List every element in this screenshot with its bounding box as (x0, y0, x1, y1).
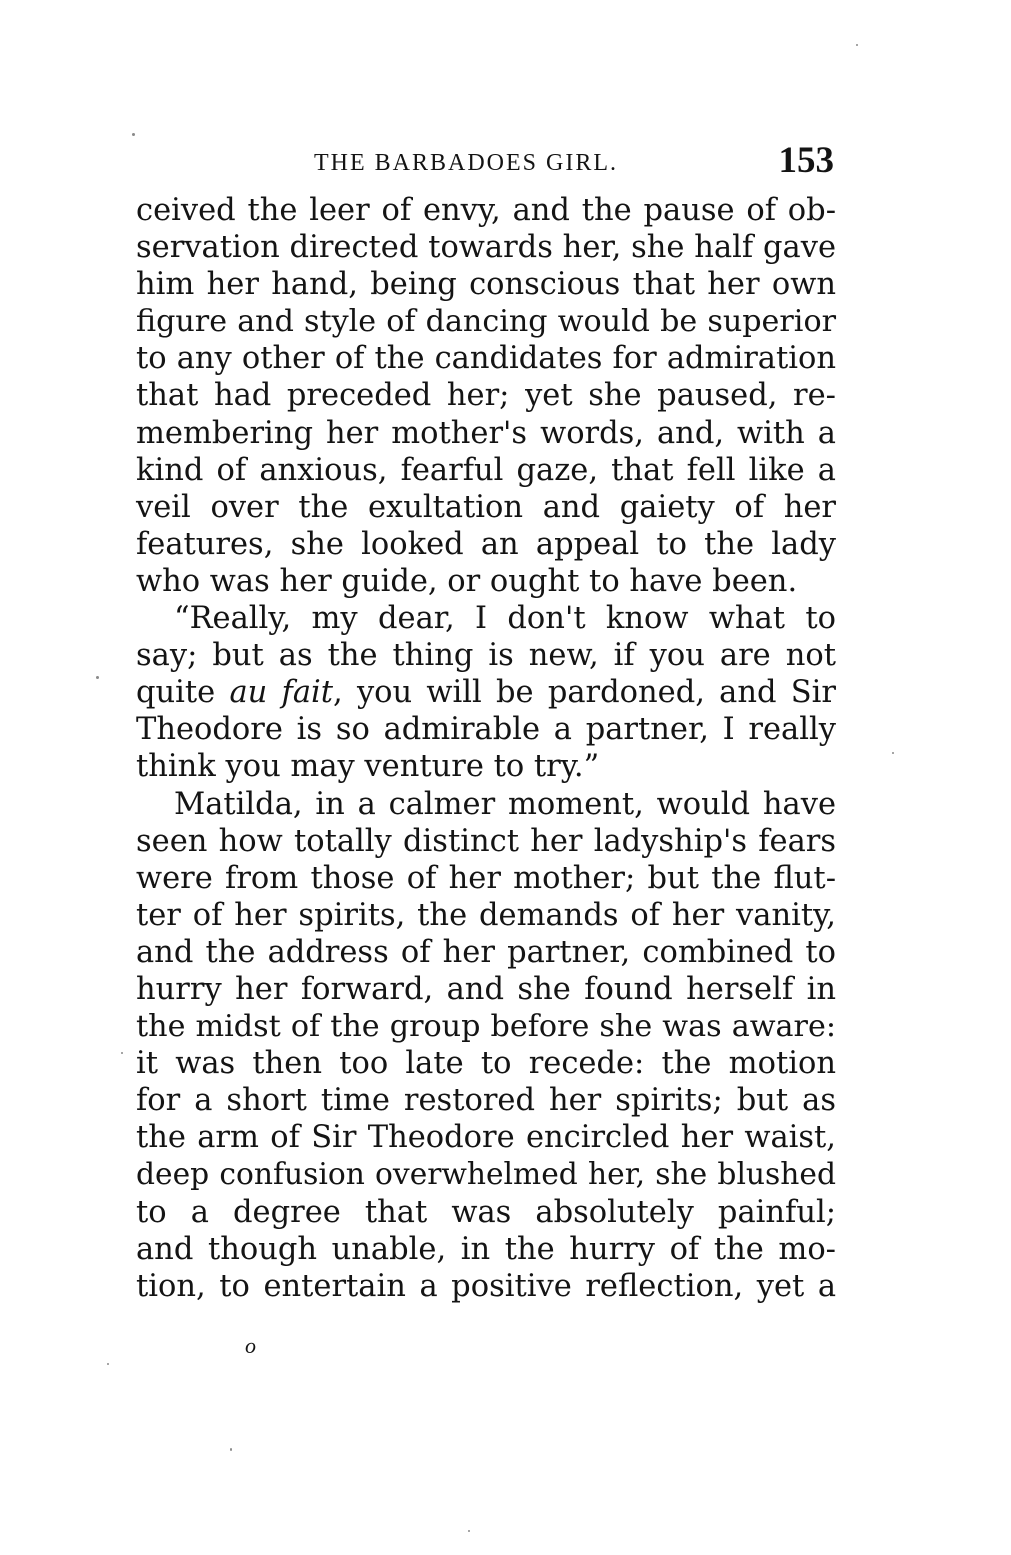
text-line: quite au fait, you will be pardoned, and Sir (136, 675, 836, 711)
text-line: him her hand, being conscious that her own (136, 267, 836, 303)
scan-speck (468, 1530, 470, 1532)
text-line: the midst of the group before she was aware: (136, 1009, 836, 1045)
body-text (136, 192, 836, 1305)
text-line: who was her guide, or ought to have been. (136, 563, 798, 599)
text-line: kind of anxious, fearful gaze, that fell like a (136, 452, 836, 488)
text-line: ter of her spirits, the demands of her vanity, (136, 897, 836, 933)
text-line: it was then too late to recede: the motion (136, 1046, 836, 1082)
text-line: to a degree that was absolutely painful; (136, 1194, 836, 1230)
page-number: 153 (778, 140, 834, 181)
text-line: to any other of the candidates for admiration (136, 341, 836, 377)
scan-speck (892, 752, 894, 754)
text-line: membering her mother's words, and, with a (136, 415, 836, 451)
text-line: veil over the exultation and gaiety of her (136, 489, 836, 525)
text-line: tion, to entertain a positive reflection, yet a (136, 1268, 836, 1304)
scan-speck (121, 1052, 123, 1054)
text-line: deep confusion overwhelmed her, she blushed (136, 1157, 836, 1193)
text-line: Matilda, in a calmer moment, would have (174, 786, 836, 822)
scan-speck (132, 133, 135, 136)
text-line: figure and style of dancing would be superior (136, 304, 836, 340)
scan-speck (107, 1363, 109, 1365)
scan-speck (230, 1448, 232, 1451)
text-line: were from those of her mother; but the flut- (136, 860, 836, 896)
text-line: that had preceded her; yet she paused, re- (136, 378, 836, 414)
text-line: ceived the leer of envy, and the pause of ob- (136, 193, 836, 228)
text-line: servation directed towards her, she half gave (136, 230, 836, 266)
text-line: hurry her forward, and she found herself in (136, 971, 836, 1007)
text-line: Theodore is so admirable a partner, I really (136, 712, 836, 748)
scan-speck (96, 676, 99, 679)
page-header (136, 137, 836, 185)
text-line: and the address of her partner, combined to (136, 934, 836, 970)
text-line: for a short time restored her spirits; but as (136, 1083, 836, 1119)
italic-phrase: au fait (229, 675, 334, 711)
text-line: think you may venture to try.” (136, 749, 600, 785)
running-title: THE BARBADOES GIRL. (314, 150, 619, 176)
text-line: “Really, my dear, I don't know what to (174, 601, 836, 637)
text-line: say; but as the thing is new, if you are not (136, 638, 836, 674)
text-line: and though unable, in the hurry of the mo- (136, 1231, 836, 1267)
text-line: the arm of Sir Theodore encircled her waist, (136, 1120, 836, 1156)
signature-mark: o (245, 1333, 256, 1358)
scan-speck (856, 44, 858, 46)
text-line: features, she looked an appeal to the lady (136, 526, 836, 562)
text-line: seen how totally distinct her ladyship's fears (136, 823, 836, 859)
